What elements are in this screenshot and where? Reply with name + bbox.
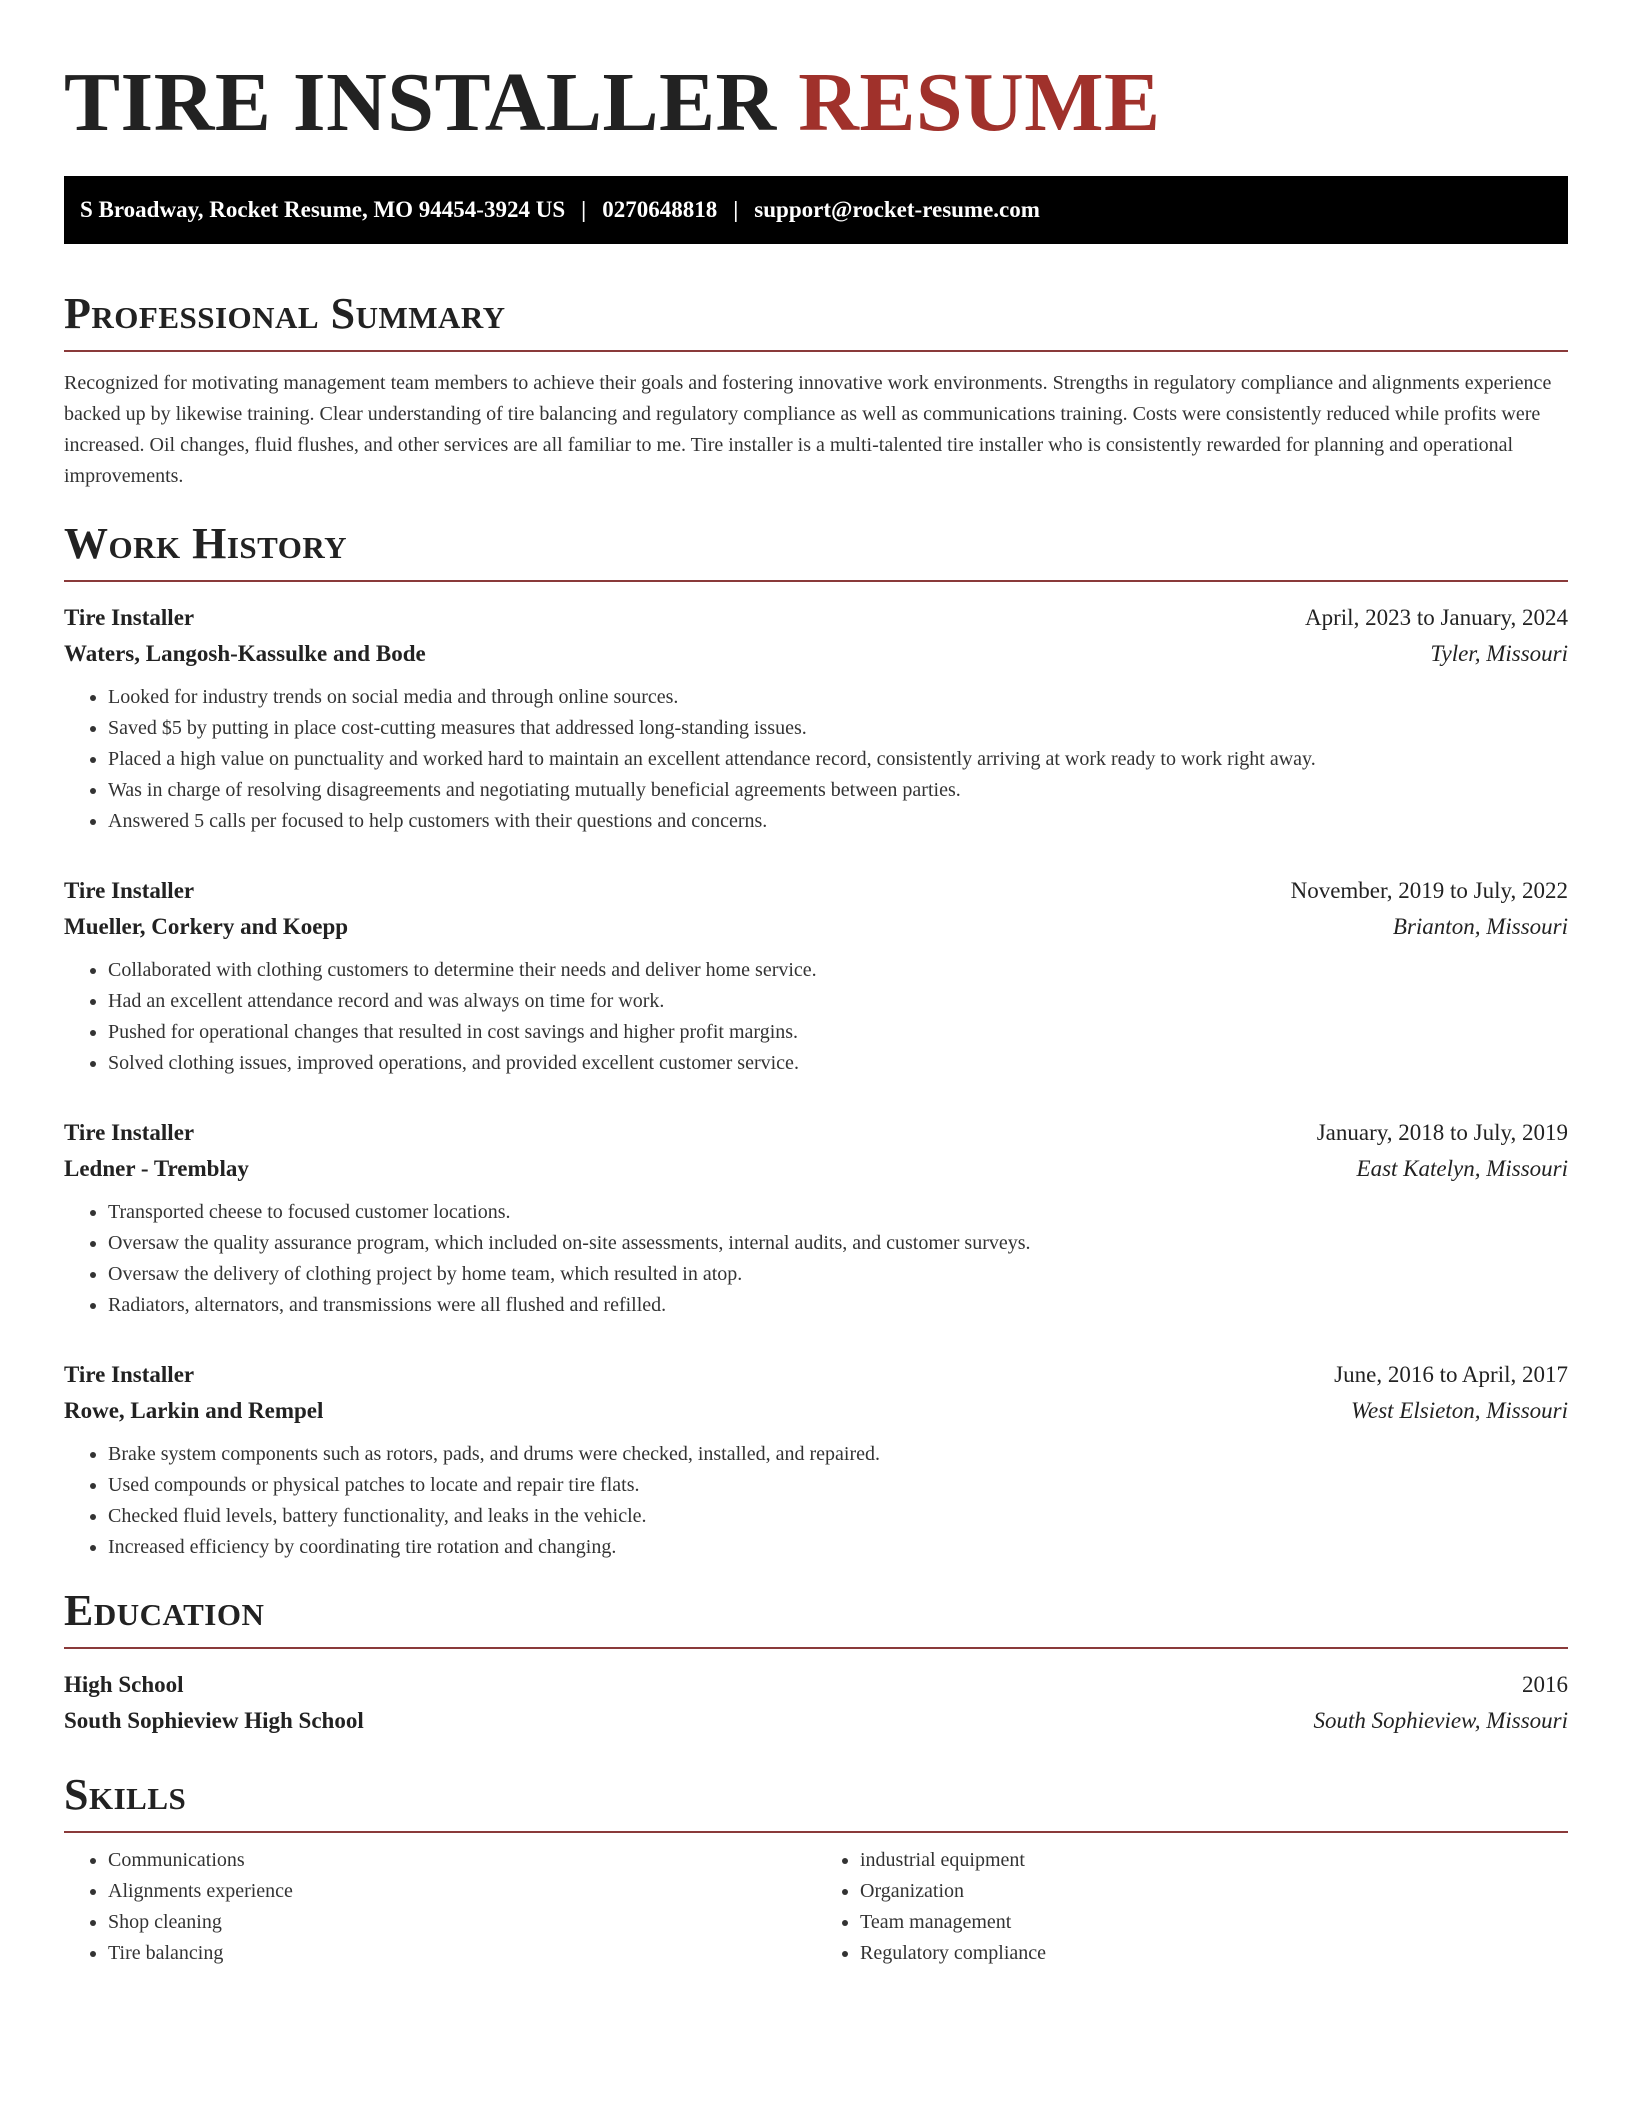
- job-bullets: [64, 1439, 1568, 1563]
- job-company-row: [64, 1393, 1568, 1429]
- skills-heading: Skills: [64, 1770, 187, 1819]
- skill-item: • Communications: [108, 1845, 816, 1876]
- job-company-row: [64, 1151, 1568, 1187]
- job-location: Tyler, Missouri: [1430, 641, 1568, 666]
- skills-list-left: [64, 1845, 816, 1969]
- section-divider: [64, 350, 1568, 352]
- job-entry: [64, 1357, 1568, 1563]
- education-location: South Sophieview, Missouri: [1313, 1708, 1568, 1733]
- job-entry: [64, 1115, 1568, 1321]
- contact-phone: 0270648818: [602, 197, 718, 222]
- job-bullets: [64, 682, 1568, 837]
- skill-item: • Tire balancing: [108, 1938, 816, 1969]
- list-item: • Increased efficiency by coordinating tire rotation and changing.: [108, 1532, 1568, 1563]
- list-item: • Saved $5 by putting in place cost-cutting measures that addressed long-standing issues.: [108, 713, 1568, 744]
- list-item: • Transported cheese to focused customer locations.: [108, 1197, 1568, 1228]
- job-location: West Elsieton, Missouri: [1350, 1398, 1568, 1423]
- work-history-section: [64, 518, 1568, 1563]
- contact-bar: [64, 176, 1568, 244]
- education-degree: High School: [64, 1672, 184, 1697]
- list-item: • Brake system components such as rotors, pads, and drums were checked, installed, and repaired.: [108, 1439, 1568, 1470]
- list-item: • Oversaw the quality assurance program, which included on-site assessments, internal audits, and customer surveys.: [108, 1228, 1568, 1259]
- list-item: • Oversaw the delivery of clothing project by home team, which resulted in atop.: [108, 1259, 1568, 1290]
- education-degree-row: [64, 1667, 1568, 1703]
- job-company-row: [64, 636, 1568, 672]
- job-entry: [64, 600, 1568, 837]
- contact-separator: |: [733, 197, 739, 222]
- skills-section: [64, 1769, 1568, 1969]
- section-divider: [64, 580, 1568, 582]
- job-company: Ledner - Tremblay: [64, 1156, 249, 1181]
- section-divider: [64, 1647, 1568, 1649]
- job-dates: June, 2016 to April, 2017: [1334, 1362, 1568, 1387]
- summary-section: [64, 288, 1568, 492]
- job-bullets: [64, 1197, 1568, 1321]
- list-item: • Answered 5 calls per focused to help customers with their questions and concerns.: [108, 806, 1568, 837]
- education-school: South Sophieview High School: [64, 1708, 364, 1733]
- skill-item: • Regulatory compliance: [860, 1938, 1568, 1969]
- list-item: • Checked fluid levels, battery functionality, and leaks in the vehicle.: [108, 1501, 1568, 1532]
- job-dates: January, 2018 to July, 2019: [1316, 1120, 1568, 1145]
- job-company: Waters, Langosh-Kassulke and Bode: [64, 641, 426, 666]
- education-entry: [64, 1667, 1568, 1739]
- job-header-row: [64, 1115, 1568, 1151]
- contact-email: support@rocket-resume.com: [754, 197, 1040, 222]
- skill-item: • industrial equipment: [860, 1845, 1568, 1876]
- resume-title-accent: RESUME: [798, 56, 1161, 149]
- contact-separator: |: [581, 197, 587, 222]
- list-item: • Collaborated with clothing customers to determine their needs and deliver home service.: [108, 955, 1568, 986]
- job-header-row: [64, 600, 1568, 636]
- skill-item: • Team management: [860, 1907, 1568, 1938]
- job-header-row: [64, 1357, 1568, 1393]
- job-dates: April, 2023 to January, 2024: [1305, 605, 1568, 630]
- list-item: • Was in charge of resolving disagreements and negotiating mutually beneficial agreements between parties.: [108, 775, 1568, 806]
- list-item: • Used compounds or physical patches to locate and repair tire flats.: [108, 1470, 1568, 1501]
- education-school-row: [64, 1703, 1568, 1739]
- job-company: Rowe, Larkin and Rempel: [64, 1398, 324, 1423]
- resume-title: [64, 0, 1568, 180]
- summary-text: Recognized for motivating management team members to achieve their goals and fostering innovative work environments. Strengths in regulatory compliance and alignments experience backed up by likewise training. Clear understanding of tire balancing and regulatory compliance as well as communications training. Costs were consistently reduced while profits were increased. Oil changes, fluid flushes, and other services are all familiar to me. Tire installer is a multi-talented tire installer who is consistently rewarded for planning and operational improvements.: [64, 372, 1552, 487]
- job-location: Brianton, Missouri: [1392, 914, 1568, 939]
- job-bullets: [64, 955, 1568, 1079]
- work-history-heading: Work History: [64, 519, 348, 568]
- job-title: Tire Installer: [64, 1362, 195, 1387]
- job-company-row: [64, 909, 1568, 945]
- contact-address: S Broadway, Rocket Resume, MO 94454-3924 US: [80, 197, 566, 222]
- education-section: [64, 1585, 1568, 1739]
- skill-item: • Organization: [860, 1876, 1568, 1907]
- job-title: Tire Installer: [64, 605, 195, 630]
- skills-columns: [64, 1833, 1568, 1969]
- job-entry: [64, 873, 1568, 1079]
- list-item: • Had an excellent attendance record and was always on time for work.: [108, 986, 1568, 1017]
- education-heading: Education: [64, 1586, 265, 1635]
- job-header-row: [64, 873, 1568, 909]
- skills-list-right: [816, 1845, 1568, 1969]
- skill-item: • Alignments experience: [108, 1876, 816, 1907]
- list-item: • Looked for industry trends on social media and through online sources.: [108, 682, 1568, 713]
- skill-item: • Shop cleaning: [108, 1907, 816, 1938]
- resume-title-main: TIRE INSTALLER: [64, 56, 777, 149]
- list-item: • Solved clothing issues, improved operations, and provided excellent customer service.: [108, 1048, 1568, 1079]
- job-dates: November, 2019 to July, 2022: [1290, 878, 1568, 903]
- job-title: Tire Installer: [64, 1120, 195, 1145]
- job-title: Tire Installer: [64, 878, 195, 903]
- list-item: • Radiators, alternators, and transmissions were all flushed and refilled.: [108, 1290, 1568, 1321]
- list-item: • Pushed for operational changes that resulted in cost savings and higher profit margins.: [108, 1017, 1568, 1048]
- job-location: East Katelyn, Missouri: [1356, 1156, 1568, 1181]
- list-item: • Placed a high value on punctuality and worked hard to maintain an excellent attendance record, consistently arriving at work ready to work right away.: [108, 744, 1568, 775]
- education-year: 2016: [1522, 1672, 1568, 1697]
- summary-heading: Professional Summary: [64, 289, 506, 338]
- job-company: Mueller, Corkery and Koepp: [64, 914, 349, 939]
